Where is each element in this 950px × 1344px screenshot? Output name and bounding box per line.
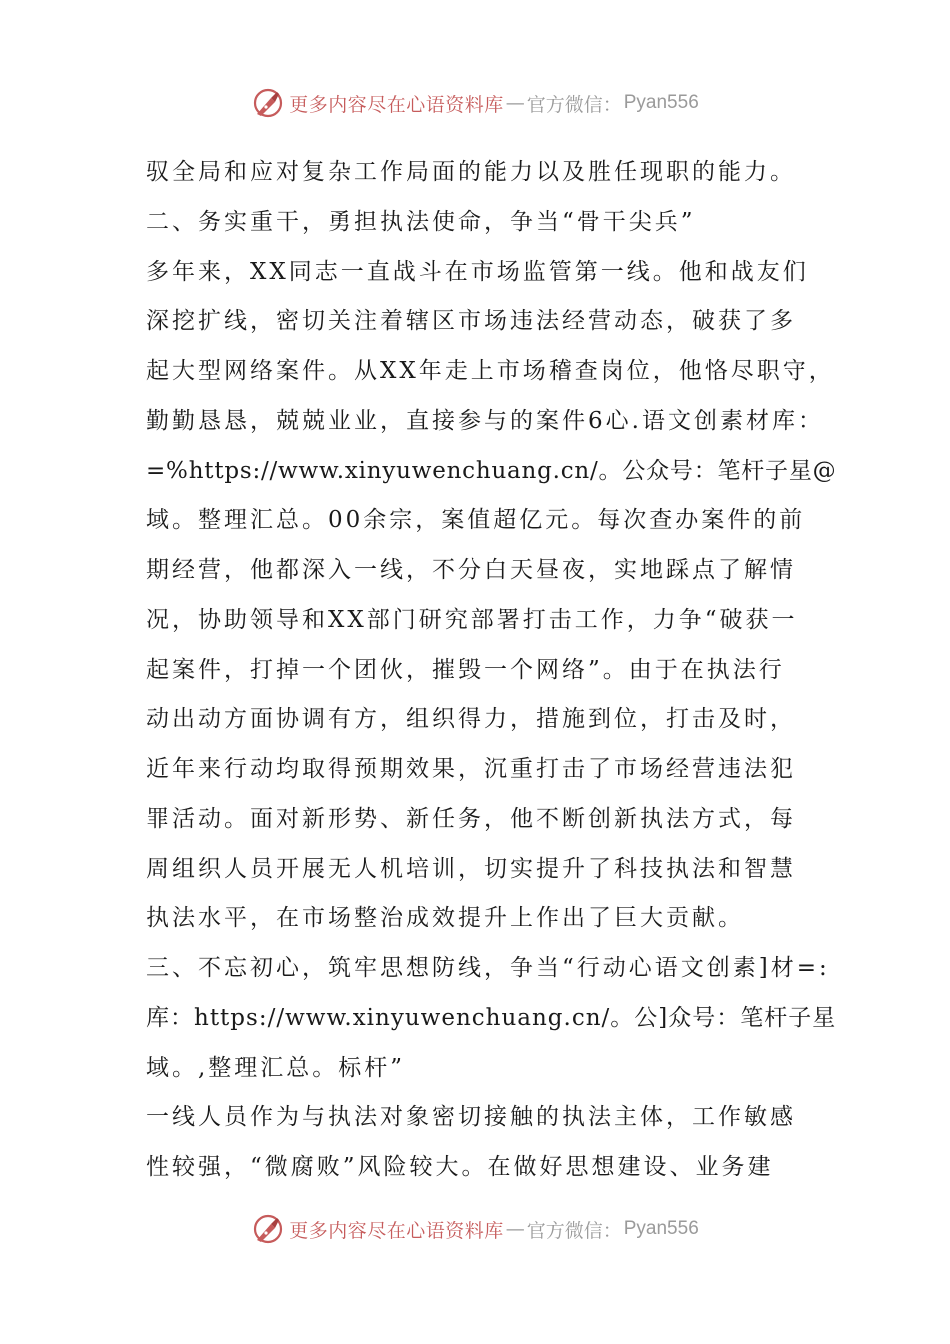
banner-separator: — xyxy=(505,92,525,114)
banner-wechat-id: Pyan556 xyxy=(623,1218,699,1239)
pen-nib-logo-icon xyxy=(251,86,285,120)
text-line: 起大型网络案件。从XX年走上市场稽查岗位，他恪尽职守， xyxy=(146,358,835,384)
text-line: 性较强，“微腐败”风险较大。在做好思想建设、业务建 xyxy=(146,1154,774,1180)
banner-wechat-id: Pyan556 xyxy=(623,92,699,113)
text-line: 起案件，打掉一个团伙，摧毁一个网络”。由于在执法行 xyxy=(146,656,785,683)
text-line: 期经营，他都深入一线，不分白天昼夜，实地踩点了解情 xyxy=(146,557,796,583)
text-line: 一线人员作为与执法对象密切接触的执法主体，工作敏感 xyxy=(146,1104,796,1131)
text-line: 域。整理汇总。00余宗，案值超亿元。每次查办案件的前 xyxy=(146,507,806,534)
text-line: 况，协助领导和XX部门研究部署打击工作，力争“破获一 xyxy=(146,606,798,633)
text-line: 库：https://www.xinyuwenchuang.cn/。公]众号：笔杆子星 xyxy=(146,1004,837,1031)
text-line: 域。,整理汇总。标杆” xyxy=(146,1054,406,1081)
section-heading: 三、不忘初心，筑牢思想防线，争当“行动心语文创素]材=: xyxy=(146,955,830,981)
header-banner xyxy=(0,83,950,123)
text-line: 深挖扩线，密切关注着辖区市场违法经营动态，破获了多 xyxy=(146,308,796,335)
banner-wechat-label: 官方微信： xyxy=(526,1219,622,1242)
text-line: =%https://www.xinyuwenchuang.cn/。公众号：笔杆子星@ xyxy=(146,457,837,484)
footer-banner xyxy=(0,1209,950,1249)
text-line: 周组织人员开展无人机培训，切实提升了科技执法和智慧 xyxy=(146,855,796,882)
banner-wechat-label: 官方微信： xyxy=(526,93,622,116)
text-line: 罪活动。面对新形势、新任务，他不断创新执法方式，每 xyxy=(146,805,796,832)
section-heading: 二、务实重干，勇担执法使命，争当“骨干尖兵” xyxy=(146,208,696,235)
banner-main-text: 更多内容尽在心语资料库 xyxy=(289,1219,504,1242)
banner-separator: — xyxy=(505,1218,525,1240)
text-line: 驭全局和应对复杂工作局面的能力以及胜任现职的能力。 xyxy=(146,159,796,185)
text-line: 近年来行动均取得预期效果，沉重打击了市场经营违法犯 xyxy=(146,756,796,782)
text-line: 勤勤恳恳，兢兢业业，直接参与的案件6心.语文创素材库： xyxy=(146,407,824,434)
document-body xyxy=(146,148,837,1193)
text-line: 动出动方面协调有方，组织得力，措施到位，打击及时， xyxy=(146,706,796,733)
text-line: 执法水平，在市场整治成效提升上作出了巨大贡献。 xyxy=(146,905,744,932)
banner-main-text: 更多内容尽在心语资料库 xyxy=(289,93,504,116)
text-line: 多年来，XX同志一直战斗在市场监管第一线。他和战友们 xyxy=(146,258,809,285)
pen-nib-logo-icon xyxy=(251,1212,285,1246)
